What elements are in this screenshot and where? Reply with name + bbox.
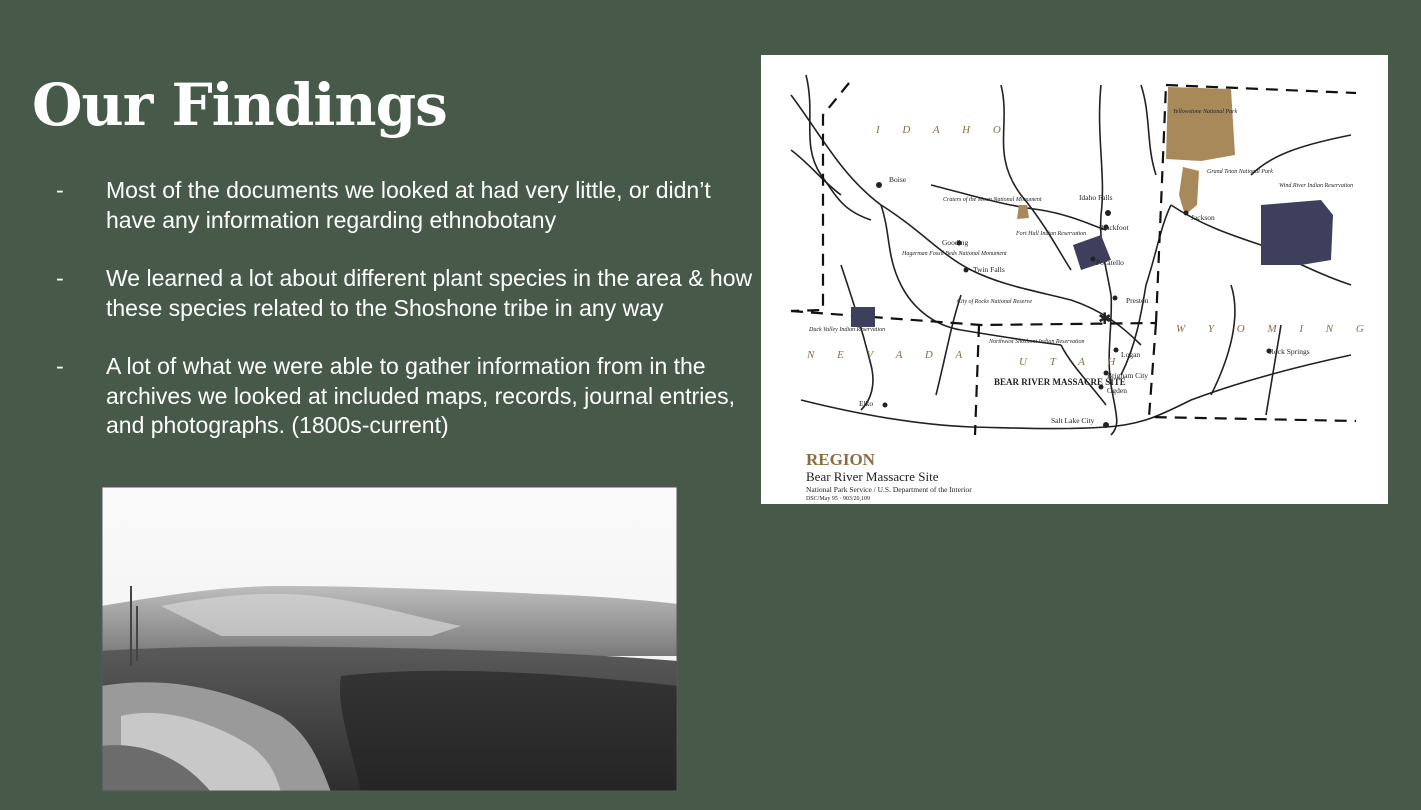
list-item [56,264,756,323]
map-label-city-of-rocks: City of Rocks National Reserve [957,299,1032,305]
map-label-preston: Preston [1126,296,1149,305]
craters-shape [1017,205,1029,219]
bullet-marker: - [56,177,64,203]
bullet-marker: - [56,353,64,379]
list-item [56,352,756,441]
wind-river-reservation-shape [1261,200,1333,265]
map-code: DSC/May 95 · 903/20,109 [806,496,871,502]
map-label-idaho-falls: Idaho Falls [1079,193,1113,202]
region-map-graphic [761,55,1388,504]
grand-teton-park-shape [1179,167,1199,215]
bullet-text: We learned a lot about different plant species in the area & how these species related to the Shoshone tribe in any way [106,265,753,321]
map-legend-subtitle: Bear River Massacre Site [806,469,939,484]
map-label-pocatello: Pocatello [1096,258,1124,267]
page-title: Our Findings [32,71,447,139]
state-label-nevada: N E V A D A [807,349,973,361]
map-label-blackfoot: Blackfoot [1099,223,1129,232]
list-item [56,176,756,235]
bullet-text: A lot of what we were able to gather information from in the archives we looked at included maps, records, journal entries, and photographs. (1800s-current) [106,353,735,438]
map-label-grand-teton: Grand Teton National Park [1207,169,1273,175]
map-label-craters: Craters of the Moon National Monument [943,197,1042,203]
map-label-duck-valley: Duck Valley Indian Reservation [809,327,886,333]
yellowstone-park-shape [1166,87,1238,161]
map-label-gooding: Gooding [942,238,969,247]
map-credit: National Park Service / U.S. Department of the Interior [806,485,972,494]
state-label-idaho: I D A H O [876,124,1011,136]
duck-valley-reservation-shape [851,307,875,327]
map-label-fort-hall: Fort Hall Indian Reservation [1016,231,1087,237]
map-label-salt-lake: Salt Lake City [1051,416,1095,425]
map-label-yellowstone: Yellowstone National Park [1173,109,1238,115]
site-marker-icon: ✱ [1098,311,1112,328]
map-label-nw-shoshoni: Northwest Shoshoni Indian Reservation [989,339,1085,345]
map-label-boise: Boise [889,175,907,184]
map-label-rock-springs: Rock Springs [1269,347,1310,356]
landscape-photo [101,486,678,792]
region-map [761,55,1388,504]
bullet-text: Most of the documents we looked at had very little, or didn’t have any information regarding ethnobotany [106,177,711,233]
map-label-hagerman: Hagerman Fossil Beds National Monument [902,251,1007,257]
state-label-wyoming: W Y O M I N G [1176,323,1374,335]
bullet-marker: - [56,265,64,291]
map-label-ogden: Ogden [1107,386,1127,395]
state-label-utah: U T A H [1019,356,1126,368]
landscape-photo-graphic [101,486,678,792]
map-label-brigham-city: Brigham City [1107,371,1149,380]
map-label-logan: Logan [1121,350,1141,359]
map-label-wind-river: Wind River Indian Reservation [1279,183,1354,189]
map-legend-title: REGION [806,450,875,469]
map-label-elko: Elko [859,399,874,408]
findings-list [56,176,756,470]
map-label-twin-falls: Twin Falls [973,265,1005,274]
map-label-jackson: Jackson [1191,213,1215,222]
map-label-site: BEAR RIVER MASSACRE SITE [994,377,1126,387]
